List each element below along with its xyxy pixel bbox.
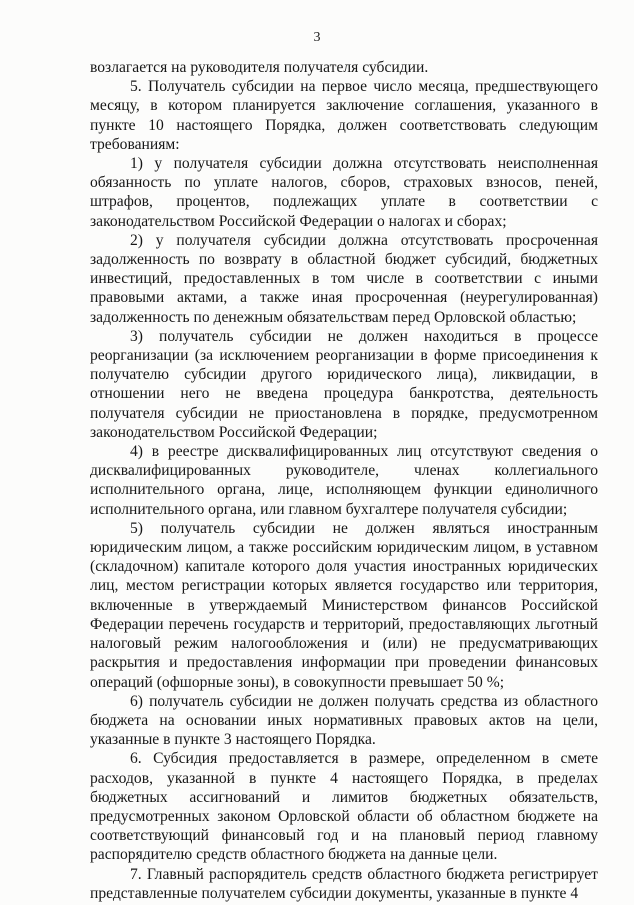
paragraph-item-7: 7. Главный распорядитель средств областного бюджета регистрирует представленные получателем субсидии документы, указанные в пункте 4 [90, 865, 598, 902]
paragraph-subitem-3: 3) получатель субсидии не должен находиться в процессе реорганизации (за исключением реорганизации в форме присоединения к получателю субсидии другого юридического лица), ликвидации, в отношении него не введена процедура банкротства, деятельность получателя субсидии не приостановлена в порядке, предусмотренном законодательством Российской Федерации; [90, 327, 598, 441]
paragraph-subitem-2: 2) у получателя субсидии должна отсутствовать просроченная задолженность по возврату в областной бюджет субсидий, бюджетных инвестиций, предоставленных в том числе в соответствии с иными правовыми актами, а также иная просроченная (неурегулированная) задолженность по денежным обязательствам перед Орловской областью; [90, 231, 598, 326]
page-number: 3 [313, 30, 321, 45]
paragraph-item-5: 5. Получатель субсидии на первое число месяца, предшествующего месяцу, в котором планируется заключение соглашения, указанного в пункте 10 настоящего Порядка, должен соответствовать следующим требованиям: [90, 78, 598, 153]
paragraph-subitem-6: 6) получатель субсидии не должен получать средства из областного бюджета на основании иных нормативных правовых актов на цели, указанные в пункте 3 настоящего Порядка. [90, 692, 598, 749]
paragraph-subitem-5: 5) получатель субсидии не должен являться иностранным юридическим лицом, а также российским юридическим лицом, в уставном (складочном) капитале которого доля участия иностранных юридических лиц, местом регистрации которых является государство или территория, включенные в утверждаемый Министерством финансов Российской Федерации перечень государств и территорий, предоставляющих льготный налоговый режим налогообложения и (или) не предусматривающих раскрытия и предоставления информации при проведении финансовых операций (офшорные зоны), в совокупности превышает 50 %; [90, 519, 598, 691]
document-body [90, 58, 598, 903]
paragraph-item-6: 6. Субсидия предоставляется в размере, определенном в смете расходов, указанной в пункте 4 настоящего Порядка, в пределах бюджетных ассигнований и лимитов бюджетных обязательств, предусмотренных законом Орловской области об областном бюджете на соответствующий финансовый год и на плановый период главному распорядителю средств областного бюджета на данные цели. [90, 750, 598, 864]
paragraph-subitem-1: 1) у получателя субсидии должна отсутствовать неисполненная обязанность по уплате налогов, сборов, страховых взносов, пеней, штрафов, процентов, подлежащих уплате в соответствии с законодательством Российской Федерации о налогах и сборах; [90, 155, 598, 230]
paragraph-continuation: возлагается на руководителя получателя субсидии. [90, 59, 429, 76]
paragraph-subitem-4: 4) в реестре дисквалифицированных лиц отсутствуют сведения о дисквалифицированных руководителе, членах коллегиального исполнительного органа, лице, исполняющем функции единоличного исполнительного органа, или главном бухгалтере получателя субсидии; [90, 443, 598, 518]
